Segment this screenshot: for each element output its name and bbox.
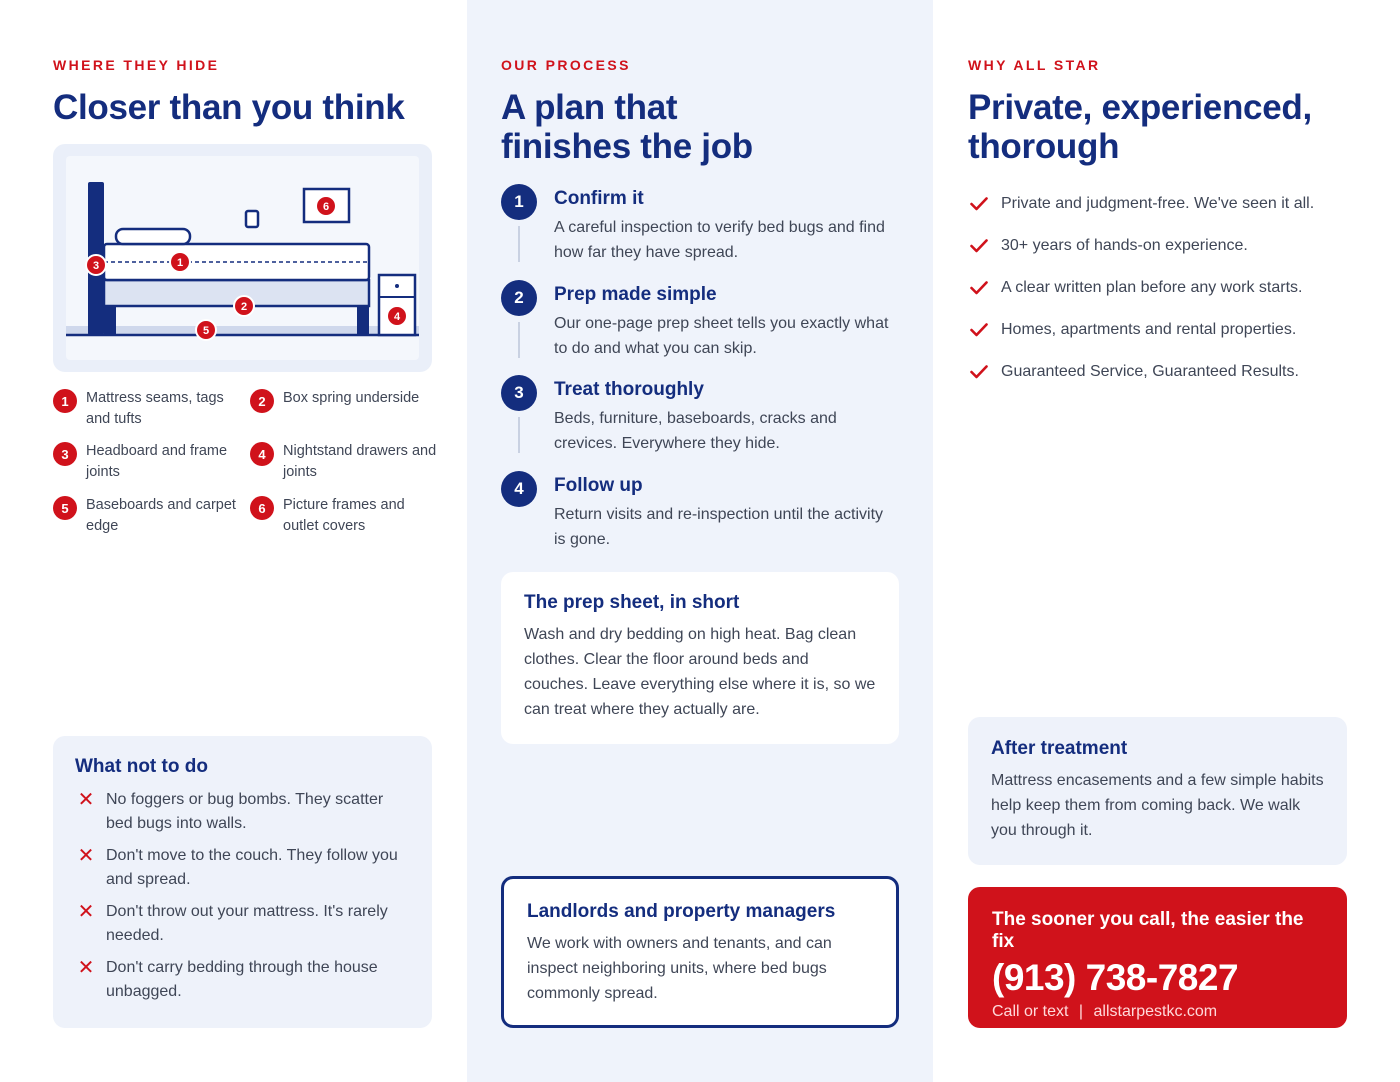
legend-item-4 [250,441,440,483]
landlords-title: Landlords and property managers [527,901,836,922]
step-connector [518,226,520,262]
check-icon [968,281,990,295]
why-all-star-column [933,0,1400,1082]
legend-number-badge: 5 [53,496,77,520]
legend-text: Headboard and frame joints [86,443,228,480]
step-connector [518,417,520,453]
benefit-text: A clear written plan before any work starts. [1001,279,1303,296]
dont-item [75,844,410,892]
svg-text:2: 2 [240,301,248,313]
marker-4 [387,306,407,326]
legend-item-3 [53,441,243,483]
dont-text: Don't throw out your mattress. It's rarely needed. [106,903,388,944]
after-treatment-title: After treatment [991,738,1128,759]
call-to-action-card [968,887,1347,1028]
svg-text:1: 1 [176,257,184,269]
step-number-badge: 1 [501,184,537,220]
separator: | [1078,1003,1084,1020]
svg-text:3: 3 [92,260,100,272]
check-icon [968,323,990,337]
bed-leg-right [357,306,369,335]
dont-item [75,900,410,948]
legend-text: Mattress seams, tags and tufts [86,390,224,427]
x-icon: ✕ [77,845,95,867]
benefit-item [968,351,1368,393]
legend-item-6 [250,495,440,537]
step-number-badge: 3 [501,375,537,411]
legend-text: Picture frames and outlet covers [283,497,405,534]
our-process-column [467,0,933,1082]
bed-leg-left [104,306,116,335]
legend-text: Nightstand drawers and joints [283,443,437,480]
benefit-item [968,225,1368,267]
dont-text: Don't move to the couch. They follow you and spread. [106,847,398,888]
bed-diagram [66,156,419,360]
step-connector [518,322,520,358]
eyebrow-our-process: OUR PROCESS [501,57,631,73]
benefit-item [968,309,1368,351]
marker-6 [316,196,336,216]
cta-contact-line [992,1003,1323,1021]
what-not-to-do-card [53,736,432,1028]
title-closer-than-you-think: Closer than you think [53,88,405,127]
what-not-to-do-list [75,788,410,1004]
marker-1 [170,252,190,272]
benefit-item [968,183,1368,225]
legend-number-badge: 2 [250,389,274,413]
prep-sheet-text: Wash and dry bedding on high heat. Bag clean clothes. Clear the floor around beds and couches. Leave everything else where it is, so we can treat where they actually are. [524,626,876,718]
marker-2 [234,296,254,316]
phone-number[interactable]: (913) 738-7827 [992,957,1239,998]
bed-diagram-card [53,144,432,372]
title-private-experienced-thorough: Private, experienced, thorough [968,88,1312,166]
step-title: Confirm it [554,188,644,209]
process-steps [501,184,901,566]
svg-text:4: 4 [393,311,401,323]
after-treatment-text: Mattress encasements and a few simple habits help keep them from coming back. We walk you through it. [991,772,1324,839]
landlords-text: We work with owners and tenants, and can inspect neighboring units, where bed bugs commonly spread. [527,935,832,1002]
benefit-text: Private and judgment-free. We've seen it all. [1001,195,1315,212]
bed-illustration [66,156,419,360]
dont-text: No foggers or bug bombs. They scatter bed bugs into walls. [106,791,384,832]
marker-5 [196,320,216,340]
legend-item-5 [53,495,243,537]
step-description: A careful inspection to verify bed bugs and find how far they have spread. [554,219,885,261]
x-icon: ✕ [77,789,95,811]
benefits-list [968,183,1368,393]
prep-sheet-card [501,572,899,744]
check-icon [968,197,990,211]
step-1 [501,184,901,280]
step-title: Prep made simple [554,283,717,305]
legend-item-1 [53,388,243,430]
step-number-badge: 2 [501,280,537,316]
eyebrow-where-they-hide: WHERE THEY HIDE [53,57,220,73]
x-icon: ✕ [77,957,95,979]
step-title: Treat thoroughly [554,379,704,400]
x-icon: ✕ [77,901,95,923]
marker-3 [86,255,106,275]
benefit-text: 30+ years of hands-on experience. [1001,237,1248,254]
check-icon [968,239,990,253]
step-3 [501,375,901,471]
legend-number-badge: 6 [250,496,274,520]
website-link[interactable]: allstarpestkc.com [1093,1003,1218,1020]
what-not-to-do-title: What not to do [75,756,208,777]
pillow [116,229,190,244]
step-4 [501,471,901,567]
step-description: Return visits and re-inspection until the activity is gone. [554,505,884,548]
step-title: Follow up [554,474,643,496]
benefit-text: Guaranteed Service, Guaranteed Results. [1001,363,1299,380]
eyebrow-why-all-star: WHY ALL STAR [968,57,1101,73]
cta-title: The sooner you call, the easier the fix [992,909,1304,952]
legend-text: Box spring underside [283,390,420,406]
dont-text: Don't carry bedding through the house unbagged. [106,959,378,1000]
legend-text: Baseboards and carpet edge [86,497,236,534]
call-or-text-label: Call or text [992,1003,1069,1020]
legend-number-badge: 1 [53,389,77,413]
title-a-plan-that-finishes-the-job: A plan that finishes the job [501,88,753,166]
svg-text:5: 5 [202,325,210,337]
landlords-card [501,876,899,1028]
step-number-badge: 4 [501,471,537,507]
step-description: Our one-page prep sheet tells you exactly what to do and what you can skip. [554,314,889,357]
step-2 [501,280,901,376]
legend-number-badge: 4 [250,442,274,466]
benefit-item [968,267,1368,309]
check-icon [968,365,990,379]
legend-number-badge: 3 [53,442,77,466]
svg-text:6: 6 [322,201,330,213]
where-they-hide-column [0,0,467,1082]
benefit-text: Homes, apartments and rental properties. [1001,321,1297,338]
prep-sheet-title: The prep sheet, in short [524,592,740,613]
legend-item-2 [250,388,440,413]
dont-item [75,788,410,836]
after-treatment-card [968,717,1347,865]
outlet-cover [246,211,258,227]
dont-item [75,956,410,1004]
nightstand-knob [395,284,399,288]
step-description: Beds, furniture, baseboards, cracks and crevices. Everywhere they hide. [554,410,837,452]
